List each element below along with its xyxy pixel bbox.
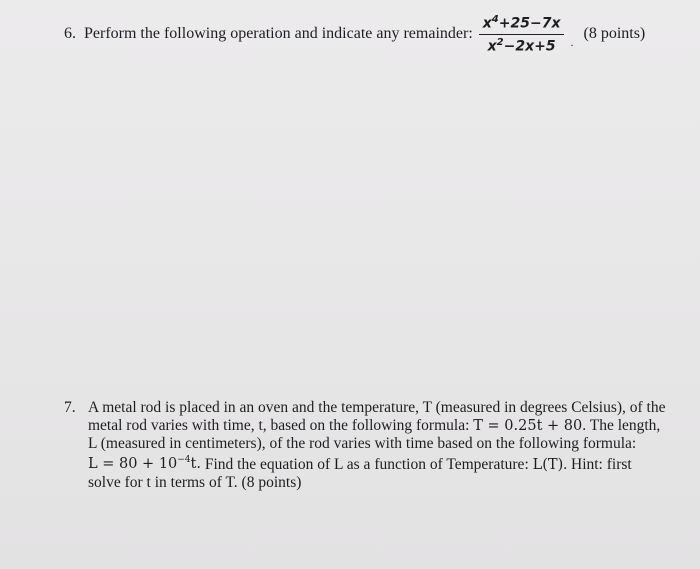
denominator-base: x [487, 38, 497, 55]
length-formula-post: t. [190, 456, 201, 473]
function-notation: L(T) [532, 456, 564, 473]
question-7-line-3: L (measured in centimeters), of the rod varies with time based on the following formula: [88, 435, 637, 452]
question-6-prompt: Perform the following operation and indicate any remainder: [84, 25, 473, 43]
fraction-numerator [479, 14, 565, 34]
line-2-after: . The length, [582, 416, 661, 434]
numerator-exponent: 4 [491, 14, 499, 25]
denominator-exponent: 2 [496, 37, 504, 49]
question-6-number: 6. [64, 25, 76, 43]
length-formula-pre: L = 80 + 10 [88, 456, 178, 473]
length-formula [88, 456, 201, 472]
question-7-line-4 [88, 453, 676, 474]
length-formula-exponent: −4 [177, 455, 191, 466]
line-4-text: Find the equation of L as a function of Temperature: [200, 455, 533, 473]
line-4-after: . Hint: first [563, 455, 632, 473]
question-7-line-5: solve for t in terms of T. (8 points) [88, 473, 302, 491]
temperature-formula: T = 0.25t + 80 [473, 417, 583, 434]
question-7-body [88, 399, 676, 491]
line-2-text: metal rod varies with time, t, based on the following formula: [88, 416, 474, 434]
numerator-rest: +25−7x [498, 15, 561, 32]
question-6 [64, 14, 684, 55]
question-6-points: (8 points) [583, 25, 646, 43]
numerator-base: x [482, 15, 492, 32]
question-7 [64, 399, 676, 491]
question-7-line-2 [88, 417, 676, 436]
question-7-number: 7. [64, 399, 76, 416]
question-6-fraction [479, 14, 565, 55]
fraction-denominator [484, 35, 560, 55]
question-7-line-1: A metal rod is placed in an oven and the temperature, T (measured in degrees Celsius), of the [88, 399, 666, 416]
fraction-period: . [570, 34, 574, 49]
denominator-rest: −2x+5 [503, 38, 556, 55]
